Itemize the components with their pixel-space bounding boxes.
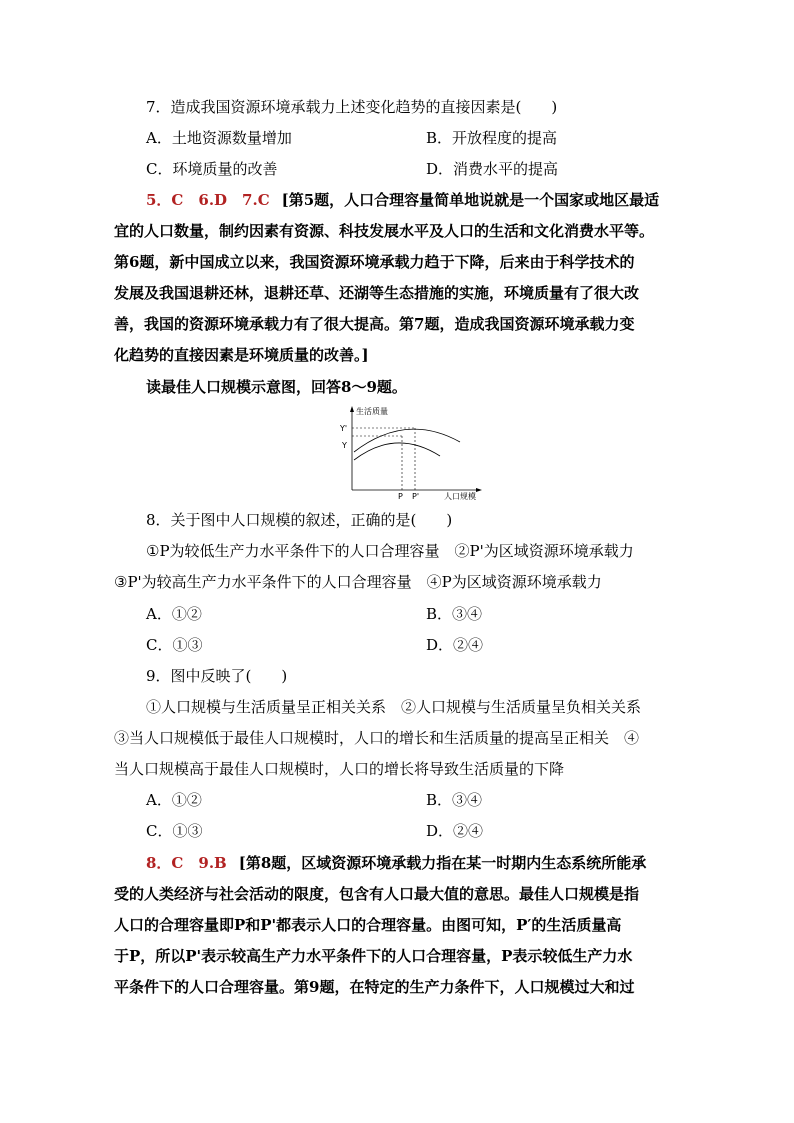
explanation-text: [第8题，区域资源环境承载力指在某一时期内生态系统所能承 [238,854,647,872]
q7-option-a: A．土地资源数量增加 [146,129,292,147]
high-productivity-curve [354,429,460,452]
answer-keys-5-7: 5．C 6.D 7.C [146,191,270,209]
diagram-intro: 读最佳人口规模示意图，回答8～9题。 [146,378,407,396]
p-prime-label: P' [412,492,420,501]
q7-option-b: B．开放程度的提高 [426,129,558,147]
explanation-text: [第5题，人口合理容量简单地说就是一个国家或地区最适 [281,191,660,209]
q7-stem: 7．造成我国资源环境承载力上述变化趋势的直接因素是( ) [146,98,558,116]
y-prime-label: Y' [340,424,348,433]
y-axis-label: 生活质量 [356,407,388,416]
q9-statements-line-3: 当人口规模高于最佳人口规模时，人口的增长将导致生活质量的下降 [114,760,565,778]
answer-block-2-line-4: 于P，所以P'表示较高生产力水平条件下的人口合理容量，P表示较低生产力水 [114,947,633,965]
q9-option-d: D．②④ [426,822,484,840]
q9-option-c: C．①③ [146,822,203,840]
p-label: P [398,492,403,501]
answer-block-1-line-1 [146,189,659,211]
x-axis-label: 人口规模 [444,492,476,501]
q9-stem: 9．图中反映了( ) [146,667,288,685]
q9-option-b: B．③④ [426,791,483,809]
answer-block-1-line-4: 发展及我国退耕还林，退耕还草、还湖等生态措施的实施，环境质量有了很大改 [114,284,640,302]
q8-option-b: B．③④ [426,605,483,623]
q8-option-c: C．①③ [146,636,203,654]
answer-block-2-line-3: 人口的合理容量即P和P'都表示人口的合理容量。由图可知，P′的生活质量高 [114,916,622,934]
answer-keys-8-9: 8．C 9.B [146,854,227,872]
answer-block-2-line-2: 受的人类经济与社会活动的限度，包含有人口最大值的意思。最佳人口规模是指 [114,885,640,903]
answer-block-1-line-3: 第6题，新中国成立以来，我国资源环境承载力趋于下降，后来由于科学技术的 [114,253,635,271]
q9-statements-line-1: ①人口规模与生活质量呈正相关关系 ②人口规模与生活质量呈负相关关系 [146,698,642,716]
q8-option-a: A．①② [146,605,202,623]
answer-block-2-line-1 [146,852,646,874]
y-axis-arrow [350,406,354,412]
q8-option-d: D．②④ [426,636,484,654]
answer-block-1-line-2: 宜的人口数量，制约因素有资源、科技发展水平及人口的生活和文化消费水平等。 [114,222,655,240]
x-axis-arrow [476,488,482,492]
answer-block-2-line-5: 平条件下的人口合理容量。第9题，在特定的生产力条件下，人口规模过大和过 [114,978,635,996]
q8-stem: 8．关于图中人口规模的叙述，正确的是( ) [146,511,453,529]
low-productivity-curve [354,443,440,460]
q8-statements-line-1: ①P为较低生产力水平条件下的人口合理容量 ②P'为区域资源环境承载力 [146,542,634,560]
answer-block-1-line-6: 化趋势的直接因素是环境质量的改善。] [114,346,369,364]
q9-option-a: A．①② [146,791,202,809]
q7-option-c: C．环境质量的改善 [146,160,278,178]
q9-statements-line-2: ③当人口规模低于最佳人口规模时，人口的增长和生活质量的提高呈正相关 ④ [114,729,640,747]
answer-block-1-line-5: 善，我国的资源环境承载力有了很大提高。第7题，造成我国资源环境承载力变 [114,315,635,333]
population-scale-diagram [318,404,488,502]
y-label: Y [342,441,347,450]
q7-option-d: D．消费水平的提高 [426,160,559,178]
q8-statements-line-2: ③P'为较高生产力水平条件下的人口合理容量 ④P为区域资源环境承载力 [114,573,602,591]
